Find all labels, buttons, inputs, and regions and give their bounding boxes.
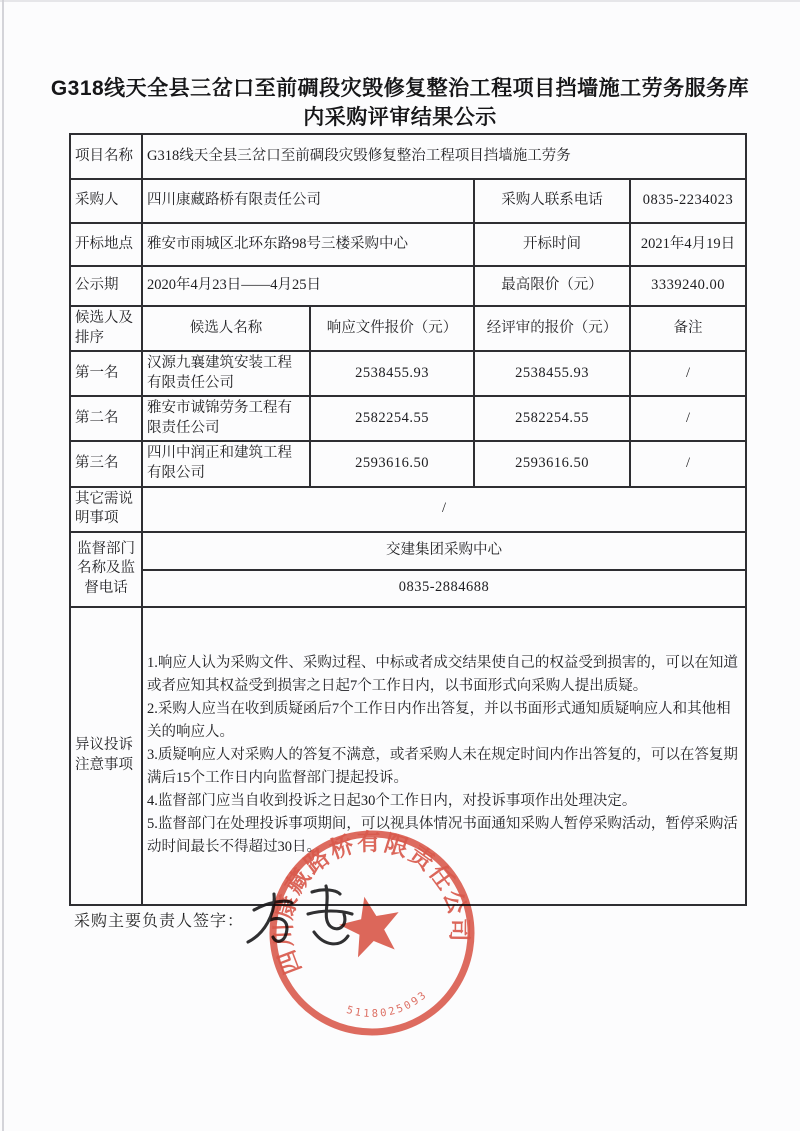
- seal-company-text: 四川康藏路桥有限责任公司: [270, 829, 472, 978]
- other-notes-value: /: [142, 487, 746, 532]
- table-row: [70, 266, 746, 306]
- candidate-name: 雅安市诚锦劳务工程有限责任公司: [142, 396, 310, 441]
- company-seal-stamp: [264, 825, 480, 1041]
- candidate-row: [70, 441, 746, 486]
- other-notes-label: 其它需说明事项: [70, 487, 142, 532]
- purchaser-value: 四川康藏路桥有限责任公司: [142, 179, 474, 223]
- scan-edge: [0, 0, 800, 2]
- objection-item: 4.监督部门应当自收到投诉之日起30个工作日内，对投诉事项作出处理决定。: [147, 793, 637, 810]
- candidate-bid: 2538455.93: [310, 351, 474, 396]
- candidate-name: 四川中润正和建筑工程有限公司: [142, 441, 310, 486]
- purchaser-phone-value: 0835-2234023: [630, 179, 746, 223]
- remark-header: 备注: [630, 306, 746, 351]
- page-title-line2: 内采购评审结果公示: [303, 106, 497, 129]
- candidate-bid: 2593616.50: [310, 441, 474, 486]
- open-time-label: 开标时间: [474, 223, 630, 266]
- seal-star-icon: [335, 890, 407, 959]
- max-price-value: 3339240.00: [630, 266, 746, 306]
- table-row: [70, 134, 746, 179]
- candidate-evaluated: 2538455.93: [474, 351, 630, 396]
- seal-code-text: 5118025093: [345, 988, 431, 1021]
- bid-header: 响应文件报价（元）: [310, 306, 474, 351]
- svg-text:四川康藏路桥有限责任公司: [264, 825, 478, 985]
- scan-edge: [2, 0, 4, 1131]
- table-row: [70, 487, 746, 532]
- publicity-label: 公示期: [70, 266, 142, 306]
- max-price-label: 最高限价（元）: [474, 266, 630, 306]
- candidates-header-row: [70, 306, 746, 351]
- candidate-rank: 第三名: [70, 441, 142, 486]
- objection-item: 3.质疑响应人对采购人的答复不满意，或者采购人未在规定时间内作出答复的，可以在答复期满后15个工作日内向监督部门提起投诉。: [147, 747, 738, 787]
- rank-header: 候选人及排序: [70, 306, 142, 351]
- open-time-value: 2021年4月19日: [630, 223, 746, 266]
- table-row: [70, 179, 746, 223]
- page-title: [40, 74, 760, 132]
- table-row: [70, 223, 746, 266]
- supervision-phone: 0835-2884688: [142, 570, 746, 607]
- name-header: 候选人名称: [142, 306, 310, 351]
- candidate-remark: /: [630, 351, 746, 396]
- project-name-value: G318线天全县三岔口至前碉段灾毁修复整治工程项目挡墙施工劳务: [142, 134, 746, 179]
- candidate-rank: 第二名: [70, 396, 142, 441]
- table-row: [70, 570, 746, 607]
- objection-item: 1.响应人认为采购文件、采购过程、中标或者成交结果使自己的权益受到损害的，可以在知道或者应知其权益受到损害之日起7个工作日内，以书面形式向采购人提出质疑。: [147, 655, 738, 695]
- publicity-value: 2020年4月23日——4月25日: [142, 266, 474, 306]
- objection-item: 5.监督部门在处理投诉事项期间，可以视具体情况书面通知采购人暂停采购活动，暂停采购活动时间最长不得超过30日。: [147, 816, 738, 856]
- signer-label: 采购主要负责人签字：: [74, 913, 245, 930]
- candidate-bid: 2582254.55: [310, 396, 474, 441]
- candidate-remark: /: [630, 441, 746, 486]
- seal-graphic: [264, 825, 480, 1041]
- candidate-remark: /: [630, 396, 746, 441]
- result-table: [69, 133, 747, 906]
- candidate-name: 汉源九襄建筑安装工程有限责任公司: [142, 351, 310, 396]
- candidate-row: [70, 351, 746, 396]
- candidate-evaluated: 2593616.50: [474, 441, 630, 486]
- objection-label: 异议投诉注意事项: [70, 607, 142, 905]
- venue-label: 开标地点: [70, 223, 142, 266]
- purchaser-label: 采购人: [70, 179, 142, 223]
- candidate-evaluated: 2582254.55: [474, 396, 630, 441]
- table-row: [70, 532, 746, 570]
- supervision-dept: 交建集团采购中心: [142, 532, 746, 570]
- page-title-line1: G318线天全县三岔口至前碉段灾毁修复整治工程项目挡墙施工劳务服务库: [50, 77, 750, 100]
- purchaser-phone-label: 采购人联系电话: [474, 179, 630, 223]
- venue-value: 雅安市雨城区北环东路98号三楼采购中心: [142, 223, 474, 266]
- evaluated-header: 经评审的报价（元）: [474, 306, 630, 351]
- project-name-label: 项目名称: [70, 134, 142, 179]
- candidate-row: [70, 396, 746, 441]
- objection-item: 2.采购人应当在收到质疑函后7个工作日内作出答复，并以书面形式通知质疑响应人和其他相关的响应人。: [147, 701, 731, 741]
- supervision-label: 监督部门名称及监督电话: [70, 532, 142, 607]
- candidate-rank: 第一名: [70, 351, 142, 396]
